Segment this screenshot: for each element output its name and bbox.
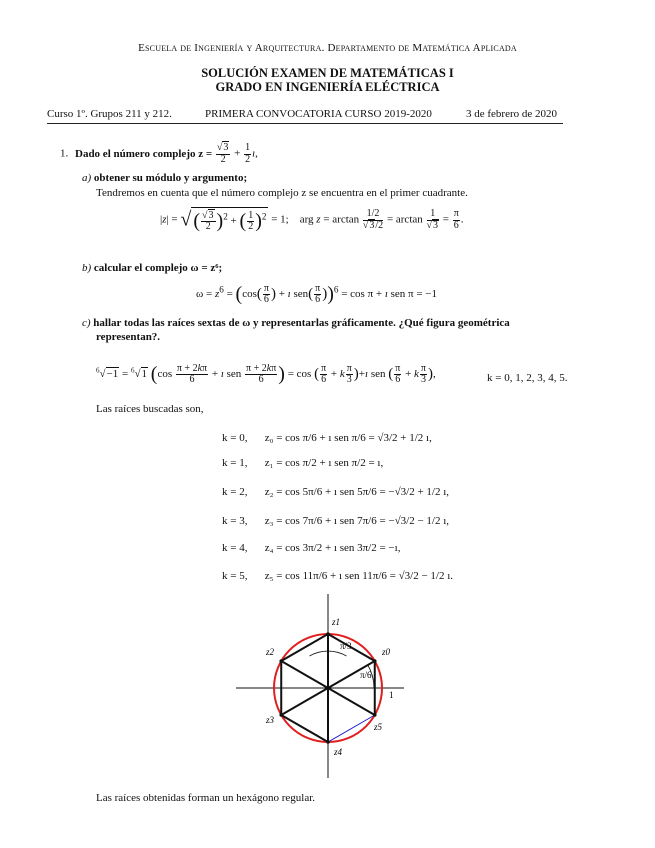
root-point-z1: [326, 632, 330, 636]
institution-header: Escuela de Ingeniería y Arquitectura. Departamento de Matemática Aplicada: [138, 42, 517, 54]
root-row-2: [222, 486, 449, 498]
part-a-text: Tendremos en cuenta que el número complejo z se encuentra en el primer cuadrante.: [96, 187, 468, 199]
label-z3: z3: [266, 715, 275, 725]
exam-date: 3 de febrero de 2020: [466, 108, 558, 120]
conclusion-text: Las raíces obtenidas forman un hexágono regular.: [96, 792, 316, 804]
part-c-heading: [82, 317, 510, 329]
modulus-argument-equation: |z| = √ ( $\frac{√3}{2}$ )$^2$ + ( $\frac{1}{2}$ )$^2$ = 1; arg z = arctan $\frac{1/2}{√3/2}$ = arctan $\frac{1}{√3}$ = $\frac{\pi}{6}$ .: [160, 208, 464, 232]
part-b-label: b): [82, 262, 92, 274]
root-point-z4: [326, 740, 330, 744]
course-info: Curso 1º. Grupos 211 y 212.: [47, 108, 172, 120]
root-point-z0: [373, 659, 377, 663]
part-b-title: calcular el complejo ω = z⁶;: [93, 262, 223, 274]
frac-sqrt3-2: $\frac{√3}{2}$: [216, 142, 229, 165]
label-z1: z1: [332, 617, 341, 627]
roots-figure: [230, 592, 410, 782]
label-z4: z4: [334, 747, 343, 757]
root-k: k = 0,: [222, 432, 248, 444]
sixth-roots-equation: $^6$√−1 = $^6$√1 (cos $\frac{\pi + 2k\pi}{6}$ + ı sen $\frac{\pi + 2k\pi}{6}$ ) = cos ( $\frac{\pi}{6}$ + k $\frac{\pi}{3}$ )+ı sen ( $\frac{\pi}{6}$ + k $\frac{\pi}{3}$ ),: [96, 362, 436, 385]
roots-intro: Las raíces buscadas son,: [96, 403, 204, 415]
omega-equation: $\omega = z^6 = (\cos$( $\frac{\pi}{6}$ ) + ı sen( $\frac{\pi}{6}$ ))$^6$ = cos π + ı sen π = −1: [196, 282, 438, 305]
convocatoria: PRIMERA CONVOCATORIA CURSO 2019-2020: [205, 108, 432, 120]
part-a-label: a): [82, 172, 92, 184]
root-point-z3: [279, 713, 283, 717]
part-c-title-1: hallar todas las raíces sextas de ω y representarlas gráficamente. ¿Qué figura geométrica: [93, 317, 510, 329]
root-expression: z₀ = cos π/6 + ı sen π/6 = √3/2 + 1/2 ı,: [264, 432, 432, 444]
part-c-label: c): [82, 317, 91, 329]
label-z5: z5: [374, 722, 383, 732]
exam-title-line1: SOLUCIÓN EXAMEN DE MATEMÁTICAS I: [201, 66, 454, 80]
root-expression: z₅ = cos 11π/6 + ı sen 11π/6 = √3/2 − 1/2 ı.: [264, 570, 454, 582]
header-rule: [47, 123, 563, 124]
problem-number: 1.: [60, 147, 69, 160]
root-k: k = 2,: [222, 486, 248, 498]
root-expression: z₄ = cos 3π/2 + ı sen 3π/2 = −ı,: [264, 542, 401, 554]
root-expression: z₁ = cos π/2 + ı sen π/2 = ı,: [264, 457, 384, 469]
root-row-3: [222, 515, 449, 527]
root-expression: z₂ = cos 5π/6 + ı sen 5π/6 = −√3/2 + 1/2 ı,: [264, 486, 450, 498]
part-a-heading: [82, 172, 247, 184]
problem-statement: 1. Dado el número complejo z = $\frac{√3}{2}$ + $\frac{1}{2}$ ı,: [60, 142, 258, 165]
root-row-5: [222, 570, 453, 582]
k-values: k = 0, 1, 2, 3, 4, 5.: [487, 372, 568, 384]
root-k: k = 3,: [222, 515, 248, 527]
root-expression: z₃ = cos 7π/6 + ı sen 7π/6 = −√3/2 − 1/2 ı,: [264, 515, 450, 527]
root-row-0: [222, 432, 432, 444]
label-angle-pi6: π/6: [360, 670, 372, 680]
root-k: k = 5,: [222, 570, 248, 582]
root-point-z5: [373, 713, 377, 717]
frac-1-2: $\frac{1}{2}$: [245, 142, 251, 165]
root-row-4: [222, 542, 400, 554]
exam-title-line2: GRADO EN INGENIERÍA ELÉCTRICA: [215, 80, 440, 94]
problem-text: Dado el número complejo z =: [75, 147, 213, 160]
root-point-z2: [279, 659, 283, 663]
root-k: k = 4,: [222, 542, 248, 554]
label-z0: z0: [382, 647, 391, 657]
root-row-1: [222, 457, 383, 469]
label-z2: z2: [266, 647, 275, 657]
root-k: k = 1,: [222, 457, 248, 469]
label-unit: 1: [389, 690, 394, 700]
part-a-title: obtener su módulo y argumento;: [93, 172, 248, 184]
part-c-title-2: representan?.: [96, 331, 161, 343]
part-b-heading: [82, 262, 222, 274]
label-angle-pi3: π/3: [340, 641, 352, 651]
